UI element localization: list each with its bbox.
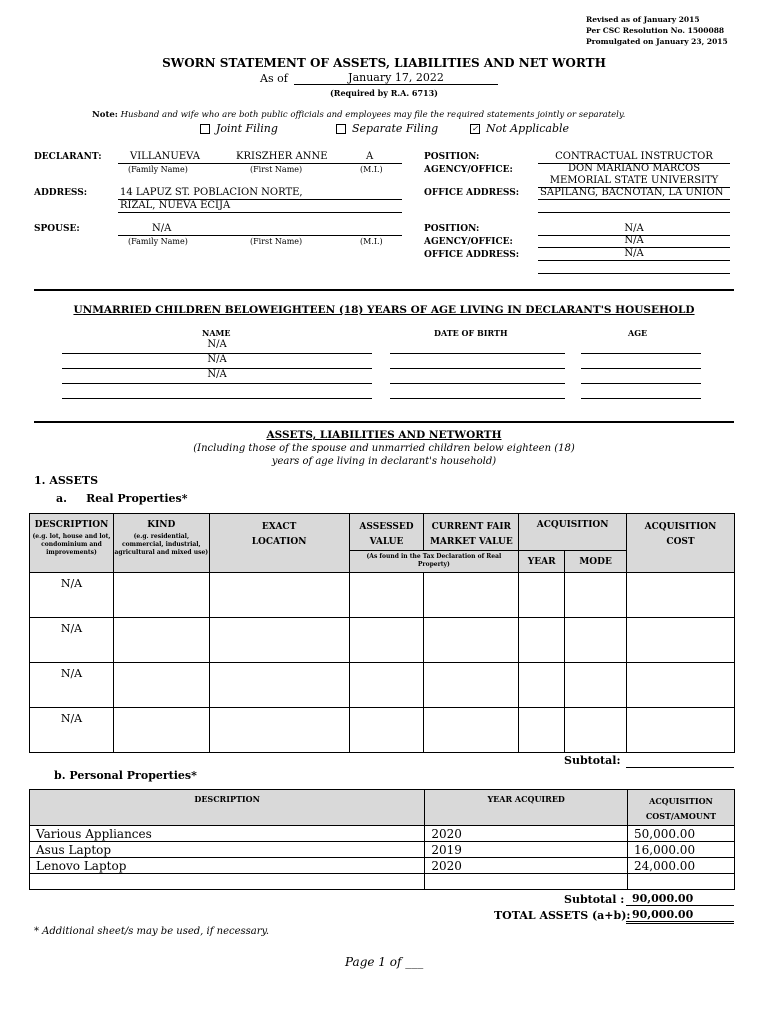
real-subtotal-label: Subtotal:: [564, 754, 621, 767]
col-market-label: CURRENT FAIR MARKET VALUE: [429, 522, 513, 547]
personal-properties-label: b. Personal Properties*: [54, 769, 197, 782]
real-market-cell[interactable]: [424, 708, 519, 753]
as-of-label: As of: [260, 72, 288, 85]
list-item: [62, 384, 702, 399]
real-description: N/A: [60, 667, 83, 680]
col-kind-sub: (e.g. residential, commercial, industrial, agricultural and mixed use): [114, 533, 209, 556]
family-name-caption: (Family Name): [128, 165, 188, 174]
child-name[interactable]: N/A: [62, 339, 372, 354]
children-col-name: NAME: [202, 328, 231, 338]
real-location-cell[interactable]: [209, 663, 349, 708]
office-address[interactable]: SAPILANG, BACNOTAN, LA UNION: [540, 187, 724, 198]
revision-line: Revised as of January 2015: [586, 15, 700, 24]
assets-heading: ASSETS, LIABILITIES AND NETWORTH: [266, 429, 502, 441]
divider: [538, 260, 730, 261]
section-divider: [34, 421, 734, 423]
table-row: [30, 618, 735, 663]
child-name[interactable]: [62, 384, 372, 399]
pp-col-description-label: DESCRIPTION: [194, 794, 260, 804]
child-name[interactable]: N/A: [62, 354, 372, 369]
real-mode-cell[interactable]: [565, 708, 627, 753]
pp-description[interactable]: Various Appliances: [30, 826, 425, 842]
spouse-office-address-label: OFFICE ADDRESS:: [424, 250, 520, 260]
col-acquisition: [519, 514, 627, 551]
pp-col-cost-label: ACQUISITION COST/AMOUNT: [645, 796, 717, 821]
pp-year[interactable]: [425, 874, 628, 890]
child-age[interactable]: [581, 354, 701, 369]
note-label: Note:: [92, 110, 118, 120]
spouse-agency[interactable]: N/A: [624, 235, 644, 246]
pp-year[interactable]: 2020: [425, 858, 628, 874]
children-col-age: AGE: [628, 328, 648, 338]
checkbox-separate[interactable]: [336, 124, 346, 134]
declarant-family-name[interactable]: VILLANUEVA: [130, 151, 200, 162]
real-cost-cell[interactable]: [627, 573, 735, 618]
filing-joint[interactable]: [200, 122, 278, 135]
pp-cost[interactable]: [628, 874, 735, 890]
pp-col-description: [30, 790, 425, 826]
table-row: [30, 663, 735, 708]
divider: [118, 235, 402, 236]
real-year-cell[interactable]: [519, 573, 565, 618]
pp-col-cost: [628, 790, 735, 826]
pp-cost[interactable]: 16,000.00: [628, 842, 735, 858]
real-description-cell[interactable]: [30, 573, 114, 618]
personal-properties-table: [29, 789, 735, 890]
real-description-cell[interactable]: [30, 618, 114, 663]
pp-description[interactable]: Asus Laptop: [30, 842, 425, 858]
col-assessed: [349, 514, 424, 551]
divider: [538, 273, 730, 274]
table-header-row: [30, 790, 735, 826]
form-title: SWORN STATEMENT OF ASSETS, LIABILITIES AND NET WORTH: [162, 56, 606, 70]
child-dob[interactable]: [390, 339, 565, 354]
real-assessed-cell[interactable]: [349, 573, 424, 618]
child-age[interactable]: [581, 369, 701, 384]
office-address-label: OFFICE ADDRESS:: [424, 188, 520, 198]
real-location-cell[interactable]: [209, 708, 349, 753]
address-line2[interactable]: RIZAL, NUEVA ECIJA: [120, 200, 231, 211]
child-name[interactable]: N/A: [62, 369, 372, 384]
as-of-date[interactable]: January 17, 2022: [294, 71, 498, 85]
pp-description[interactable]: Lenovo Laptop: [30, 858, 425, 874]
real-properties-table: [29, 513, 735, 753]
col-description: [30, 514, 114, 573]
real-cost-cell[interactable]: [627, 663, 735, 708]
table-row: [30, 874, 735, 890]
col-year: YEAR: [519, 551, 565, 573]
col-value-note-label: (As found in the Tax Declaration of Real Property): [366, 553, 502, 568]
position-label: POSITION:: [424, 152, 480, 162]
total-assets-label: TOTAL ASSETS (a+b):: [494, 909, 631, 922]
checkbox-joint[interactable]: [200, 124, 210, 134]
child-dob[interactable]: [390, 369, 565, 384]
declarant-agency-line1[interactable]: DON MARIANO MARCOS: [567, 163, 701, 174]
child-dob[interactable]: [390, 384, 565, 399]
revision-line: Promulgated on January 23, 2015: [586, 37, 728, 46]
col-value-note: [349, 551, 519, 573]
pp-cost[interactable]: 50,000.00: [628, 826, 735, 842]
children-list: [62, 339, 702, 399]
real-location-cell[interactable]: [209, 573, 349, 618]
real-description-cell[interactable]: [30, 663, 114, 708]
spouse-position[interactable]: N/A: [624, 223, 644, 234]
list-item: [62, 354, 702, 369]
divider: [538, 199, 730, 200]
footnote: * Additional sheet/s may be used, if necessary.: [34, 926, 270, 937]
real-kind-cell[interactable]: [113, 573, 209, 618]
real-mode-cell[interactable]: [565, 618, 627, 663]
real-subtotal-value[interactable]: [626, 754, 734, 768]
pp-col-year: [425, 790, 628, 826]
real-year-cell[interactable]: [519, 708, 565, 753]
real-assessed-cell[interactable]: [349, 618, 424, 663]
col-cost: [627, 514, 735, 573]
real-year-cell[interactable]: [519, 663, 565, 708]
mi-caption: (M.I.): [360, 237, 383, 246]
table-header-row: [30, 514, 735, 551]
revision-line: Per CSC Resolution No. 1500088: [586, 26, 725, 35]
col-cost-label: ACQUISITION COST: [644, 522, 717, 547]
real-cost-cell[interactable]: [627, 618, 735, 663]
real-mode-cell[interactable]: [565, 573, 627, 618]
agency-label: AGENCY/OFFICE:: [424, 165, 513, 175]
real-description: N/A: [60, 712, 83, 725]
child-age[interactable]: [581, 384, 701, 399]
revision-note: [586, 14, 728, 47]
filing-not-applicable[interactable]: [470, 122, 569, 135]
col-location: [209, 514, 349, 573]
real-market-cell[interactable]: [424, 573, 519, 618]
pp-cost[interactable]: 24,000.00: [628, 858, 735, 874]
child-age[interactable]: [581, 339, 701, 354]
real-assessed-cell[interactable]: [349, 708, 424, 753]
real-properties-label: a. Real Properties*: [56, 492, 188, 505]
note-text: Husband and wife who are both public officials and employees may file the required statements jointly or separately.: [120, 110, 626, 120]
divider: [118, 163, 402, 164]
checkbox-not-applicable[interactable]: ✓: [471, 124, 479, 133]
page-number: Page 1 of ___: [345, 955, 424, 969]
children-col-dob: DATE OF BIRTH: [434, 328, 508, 338]
col-acquisition-label: ACQUISITION: [536, 520, 609, 530]
mi-caption: (M.I.): [360, 165, 383, 174]
real-kind-cell[interactable]: [113, 618, 209, 663]
col-mode: MODE: [565, 551, 627, 573]
table-row: [30, 842, 735, 858]
spouse-office-address[interactable]: N/A: [624, 248, 644, 259]
child-dob[interactable]: [390, 354, 565, 369]
col-market: [424, 514, 519, 551]
divider: [118, 212, 402, 213]
pp-year[interactable]: 2019: [425, 842, 628, 858]
spouse-family-name[interactable]: N/A: [152, 223, 172, 234]
real-cost-cell[interactable]: [627, 708, 735, 753]
declarant-first-name[interactable]: KRISZHER ANNE: [236, 151, 328, 162]
filing-joint-label: Joint Filing: [216, 122, 278, 135]
real-location-cell[interactable]: [209, 618, 349, 663]
table-row: [30, 708, 735, 753]
note: [92, 110, 625, 120]
real-mode-cell[interactable]: [565, 663, 627, 708]
declarant-label: DECLARANT:: [34, 152, 102, 162]
real-kind-cell[interactable]: [113, 708, 209, 753]
spouse-agency-label: AGENCY/OFFICE:: [424, 237, 513, 247]
col-description-sub: (e.g. lot, house and lot, condominium and improvements): [32, 533, 111, 556]
required-by: (Required by R.A. 6713): [330, 88, 438, 98]
col-kind-label: KIND: [147, 520, 176, 530]
real-assessed-cell[interactable]: [349, 663, 424, 708]
table-row: [30, 858, 735, 874]
col-kind: [113, 514, 209, 573]
divider: [538, 212, 730, 213]
col-assessed-label: ASSESSED VALUE: [359, 522, 414, 547]
first-name-caption: (First Name): [250, 165, 303, 174]
table-row: [30, 573, 735, 618]
pp-description[interactable]: [30, 874, 425, 890]
children-heading: UNMARRIED CHILDREN BELOWEIGHTEEN (18) YEARS OF AGE LIVING IN DECLARANT'S HOUSEHOLD: [73, 304, 695, 316]
pp-col-year-label: YEAR ACQUIRED: [487, 794, 565, 804]
declarant-mi[interactable]: A: [366, 151, 374, 162]
table-row: [30, 826, 735, 842]
real-market-cell[interactable]: [424, 663, 519, 708]
personal-subtotal-label: Subtotal :: [564, 893, 625, 906]
filing-separate-label: Separate Filing: [352, 122, 439, 135]
real-market-cell[interactable]: [424, 618, 519, 663]
section-divider: [34, 289, 734, 291]
real-kind-cell[interactable]: [113, 663, 209, 708]
address-line1[interactable]: 14 LAPUZ ST. POBLACION NORTE,: [120, 187, 303, 198]
first-name-caption: (First Name): [250, 237, 303, 246]
col-location-label: EXACT LOCATION: [251, 522, 307, 547]
filing-not-applicable-label: Not Applicable: [486, 122, 570, 135]
address-label: ADDRESS:: [34, 188, 88, 198]
spouse-label: SPOUSE:: [34, 224, 80, 234]
assets-sub1: (Including those of the spouse and unmarried children below eighteen (18): [193, 443, 575, 454]
real-description: N/A: [60, 622, 83, 635]
declarant-position[interactable]: CONTRACTUAL INSTRUCTOR: [555, 151, 713, 162]
list-item: [62, 339, 702, 354]
col-description-label: DESCRIPTION: [34, 520, 109, 530]
pp-year[interactable]: 2020: [425, 826, 628, 842]
real-description: N/A: [60, 577, 83, 590]
assets-label: 1. ASSETS: [34, 474, 99, 487]
family-name-caption: (Family Name): [128, 237, 188, 246]
personal-subtotal-value[interactable]: 90,000.00: [626, 892, 734, 906]
real-year-cell[interactable]: [519, 618, 565, 663]
declarant-agency-line2[interactable]: MEMORIAL STATE UNIVERSITY: [549, 175, 719, 186]
spouse-position-label: POSITION:: [424, 224, 480, 234]
filing-separate[interactable]: [336, 122, 438, 135]
list-item: [62, 369, 702, 384]
total-assets-value[interactable]: 90,000.00: [626, 908, 734, 924]
assets-sub2: years of age living in declarant's household): [271, 456, 497, 467]
real-description-cell[interactable]: [30, 708, 114, 753]
